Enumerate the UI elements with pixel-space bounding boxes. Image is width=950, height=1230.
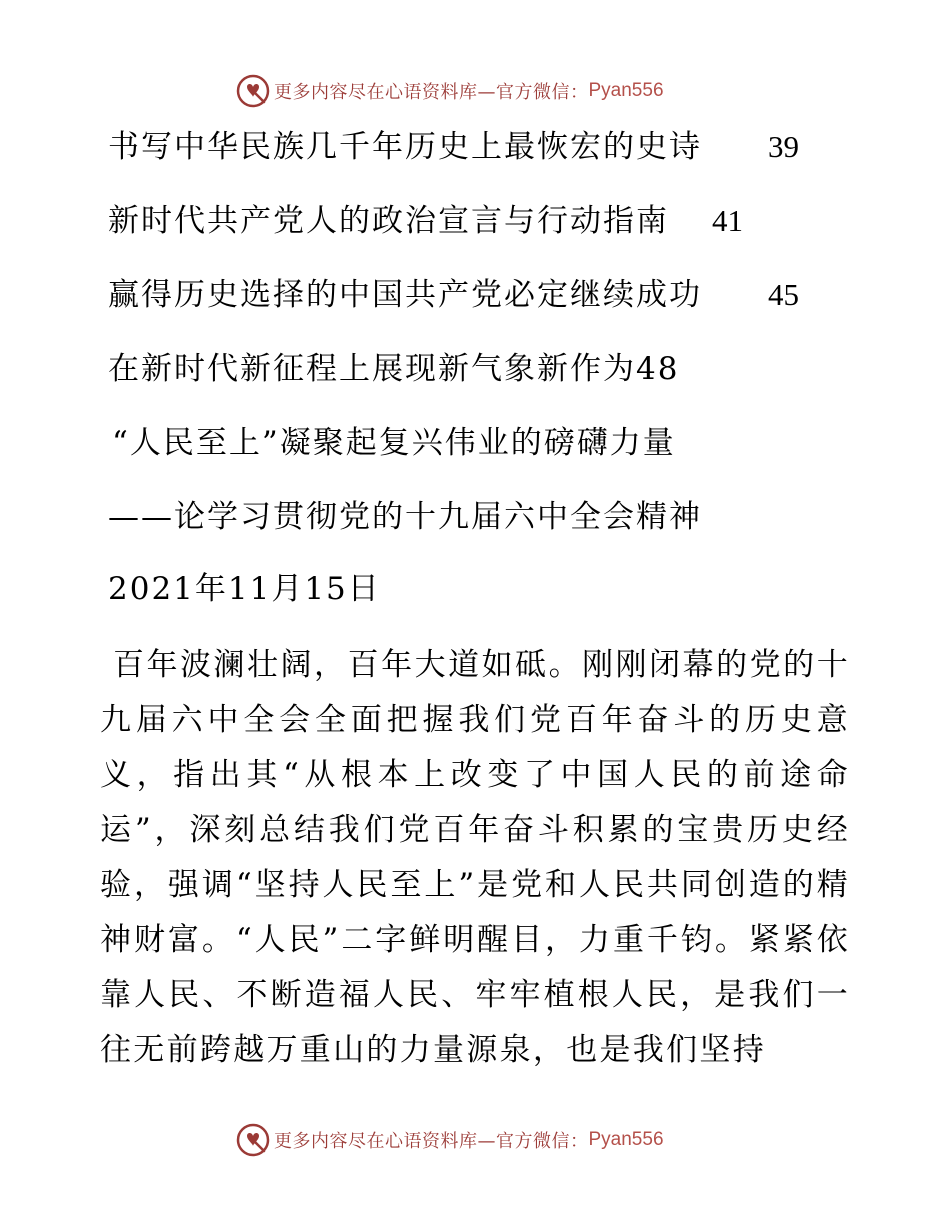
article-date: 2021年11月15日 xyxy=(108,571,381,607)
watermark-wechat-id: Pyan556 xyxy=(588,80,664,101)
article-title: “人民至上”凝聚起复兴伟业的磅礴力量 xyxy=(112,425,676,461)
toc-entry-page: 39 xyxy=(768,129,799,164)
toc-entry-page: 41 xyxy=(712,203,743,238)
heart-pen-logo-icon xyxy=(236,74,270,108)
toc-entry-title: 在新时代新征程上展现新气象新作为48 xyxy=(108,351,680,387)
watermark-header xyxy=(236,73,664,109)
article-subtitle: ——论学习贯彻党的十九届六中全会精神 xyxy=(108,499,702,535)
toc-entry xyxy=(108,349,679,389)
toc-entry-page: 45 xyxy=(768,277,799,312)
toc-entry-title: 赢得历史选择的中国共产党必定继续成功 xyxy=(108,277,702,313)
toc-entry xyxy=(108,275,702,315)
toc-entry-title: 书写中华民族几千年历史上最恢宏的史诗 xyxy=(108,129,702,165)
toc-entry-title: 新时代共产党人的政治宣言与行动指南 xyxy=(108,203,669,239)
watermark-wechat-id: Pyan556 xyxy=(588,1129,664,1150)
toc-entry xyxy=(108,127,702,167)
toc-entry xyxy=(108,201,669,241)
watermark-text: 更多内容尽在心语资料库—官方微信： xyxy=(274,1131,589,1152)
watermark-text: 更多内容尽在心语资料库—官方微信： xyxy=(274,82,589,103)
heart-pen-logo-icon xyxy=(236,1123,270,1157)
article-body: 百年波澜壮阔，百年大道如砥。刚刚闭幕的党的十九届六中全会全面把握我们党百年奋斗的历史意义，指出其“从根本上改变了中国人民的前途命运”，深刻总结我们党百年奋斗积累的宝贵历史经验，强调“坚持人民至上”是党和人民共同创造的精神财富。“人民”二字鲜明醒目，力重千钧。紧紧依靠人民、不断造福人民、牢牢植根人民，是我们一往无前跨越万重山的力量源泉，也是我们坚持 xyxy=(100,647,850,1068)
watermark-footer xyxy=(236,1122,664,1158)
